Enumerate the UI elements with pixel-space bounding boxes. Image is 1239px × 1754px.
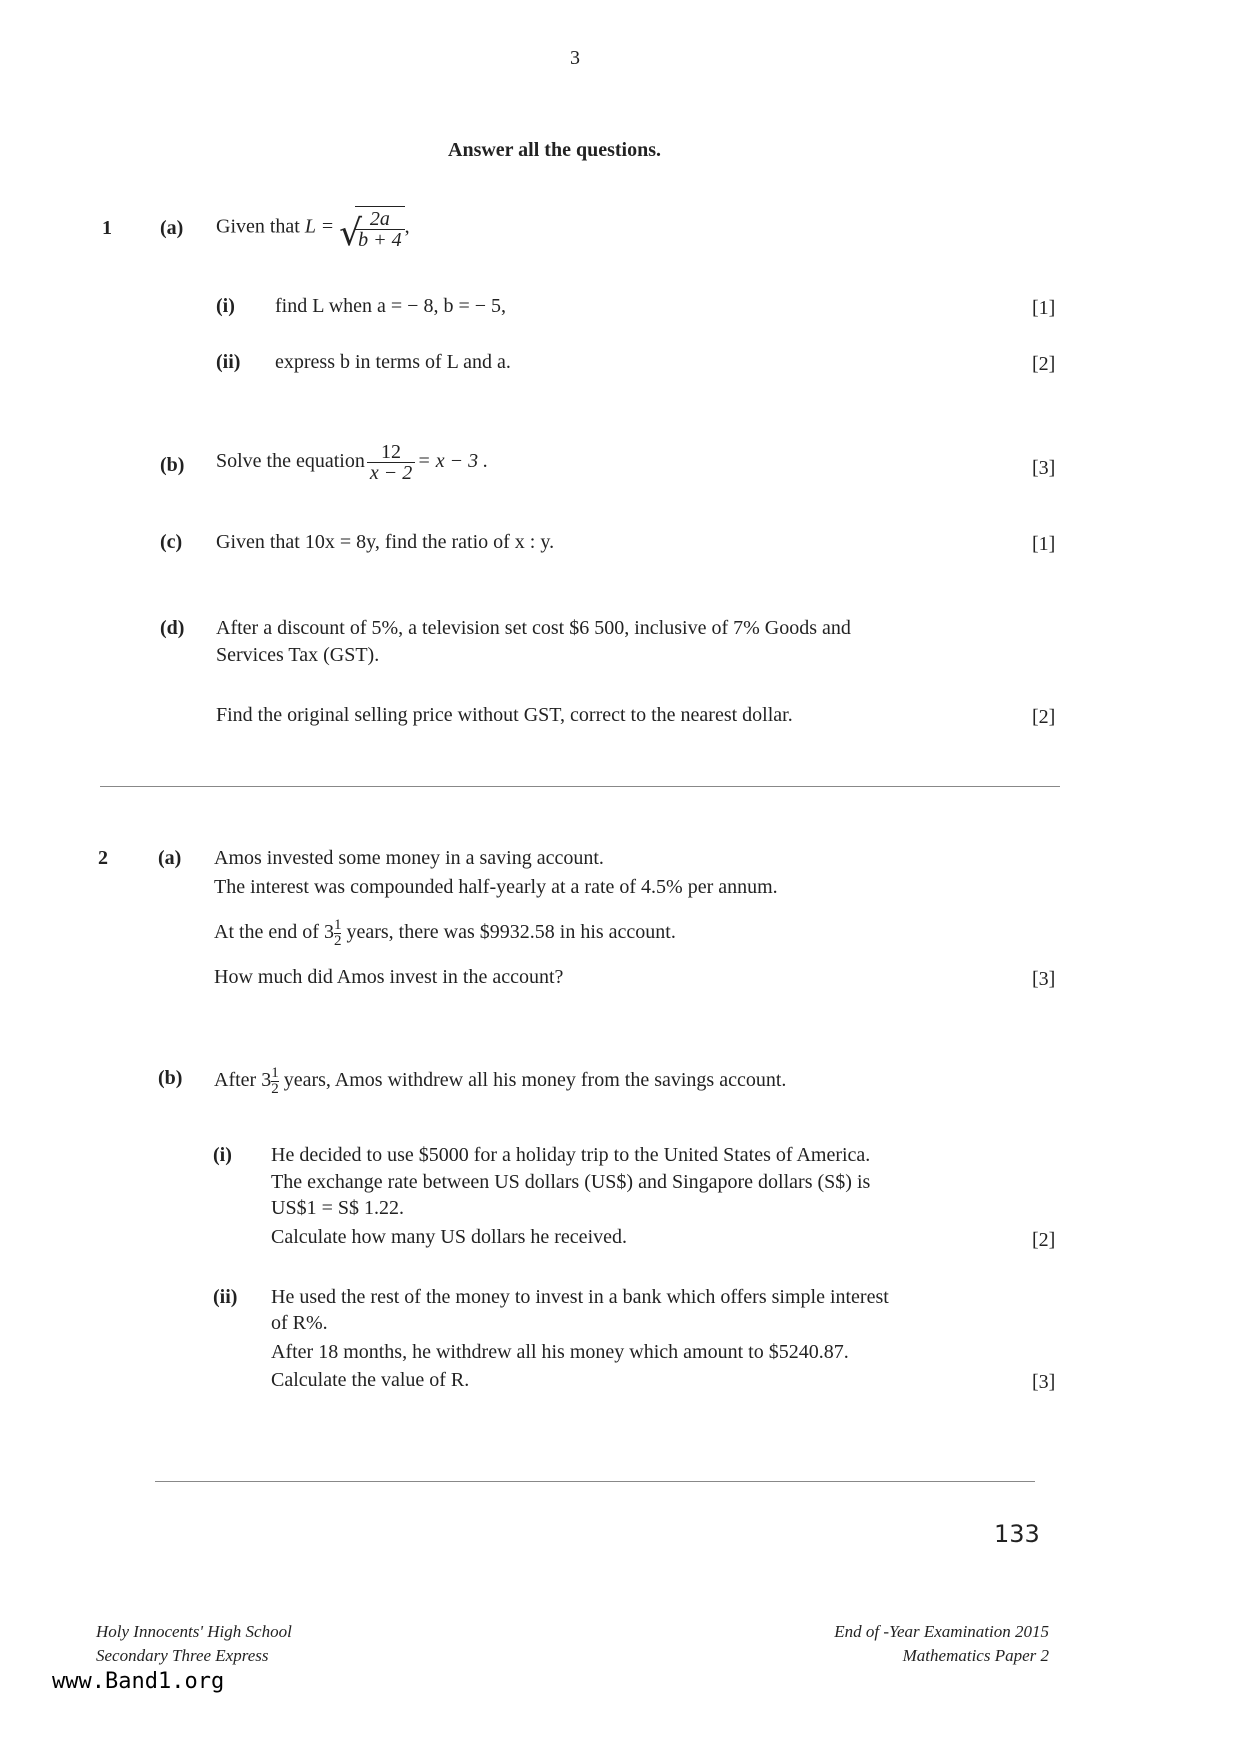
q1-number: 1: [102, 217, 112, 239]
footer-paper: Mathematics Paper 2: [902, 1646, 1049, 1665]
q1d-marks: [2]: [1032, 706, 1056, 728]
divider: [100, 786, 1060, 787]
q1b-text: [216, 442, 488, 483]
q1d-line2: Services Tax (GST).: [216, 644, 380, 666]
footer-school: Holy Innocents' High School: [96, 1622, 292, 1641]
footer-exam: End of -Year Examination 2015: [834, 1622, 1049, 1641]
q1d-line1: After a discount of 5%, a television set cost $6 500, inclusive of 7% Goods and: [216, 617, 851, 639]
q2a-line4: How much did Amos invest in the account?: [214, 966, 564, 988]
q1d-line3: Find the original selling price without GST, correct to the nearest dollar.: [216, 704, 793, 726]
q1b-intro: Solve the equation: [216, 450, 365, 473]
q2bii-line1: He used the rest of the money to invest in a bank which offers simple interest: [271, 1286, 889, 1308]
q2bii-line3: After 18 months, he withdrew all his money which amount to $5240.87.: [271, 1341, 849, 1363]
fraction-numerator: 1: [271, 1065, 279, 1081]
q2bi-line4: Calculate how many US dollars he received.: [271, 1226, 627, 1248]
q1c-label: (c): [160, 531, 183, 553]
q2a-marks: [3]: [1032, 968, 1056, 990]
fraction-denominator: b + 4: [358, 229, 402, 251]
watermark-link[interactable]: www.Band1.org: [52, 1669, 225, 1694]
q1a-label: (a): [160, 217, 184, 239]
equation-rhs: = x − 3 .: [417, 450, 489, 473]
fraction-numerator: √ 2a: [355, 209, 405, 230]
q1b-marks: [3]: [1032, 457, 1056, 479]
q2-number: 2: [98, 847, 108, 869]
q1aii-label: (ii): [216, 351, 241, 373]
fraction-denominator: x − 2: [369, 462, 413, 484]
handwritten-page-number: 133: [994, 1520, 1040, 1548]
q2b-text: [214, 1066, 786, 1097]
formula-lhs: L =: [304, 215, 335, 238]
q2a-line2: The interest was compounded half-yearly at a rate of 4.5% per annum.: [214, 876, 778, 898]
fraction-denominator: 2: [271, 1081, 279, 1097]
q2bii-line4: Calculate the value of R.: [271, 1369, 470, 1391]
q2bii-line2: of R%.: [271, 1312, 328, 1334]
q1b-label: (b): [160, 454, 185, 476]
q2a-label: (a): [158, 847, 182, 869]
footer-class: Secondary Three Express: [96, 1646, 269, 1665]
q1ai-marks: [1]: [1032, 297, 1056, 319]
fraction-numerator: 12: [367, 442, 415, 463]
q1ai-label: (i): [216, 295, 235, 317]
q1a-intro: Given that: [216, 215, 300, 238]
q2bi-line3: US$1 = S$ 1.22.: [271, 1197, 404, 1219]
q1ai-text: find L when a = − 8, b = − 5,: [275, 295, 507, 317]
q1d-label: (d): [160, 617, 185, 639]
q1c-marks: [1]: [1032, 533, 1056, 555]
fraction-numerator: 1: [333, 917, 342, 933]
q2bi-line1: He decided to use $5000 for a holiday trip to the United States of America.: [271, 1144, 871, 1166]
q2bi-line2: The exchange rate between US dollars (US$) and Singapore dollars (S$) is: [271, 1171, 871, 1193]
text: At the end of 3: [214, 921, 334, 944]
q2bi-marks: [2]: [1032, 1229, 1056, 1251]
page-number: 3: [570, 47, 580, 69]
q2bii-label: (ii): [213, 1286, 238, 1308]
comma: ,: [404, 215, 410, 238]
q1c-text: Given that 10x = 8y, find the ratio of x : y.: [216, 531, 555, 553]
instructions-heading: Answer all the questions.: [448, 139, 661, 161]
q1a-text: [216, 206, 410, 250]
divider: [155, 1481, 1035, 1482]
text: years, there was $9932.58 in his account.: [346, 921, 676, 944]
q2a-line1: Amos invested some money in a saving account.: [214, 847, 604, 869]
q1aii-text: express b in terms of L and a.: [275, 351, 511, 373]
q2bi-label: (i): [213, 1144, 232, 1166]
q2bii-marks: [3]: [1032, 1371, 1056, 1393]
fraction-denominator: 2: [333, 933, 342, 949]
q2a-line3: [214, 918, 676, 949]
q1aii-marks: [2]: [1032, 353, 1056, 375]
square-root: [339, 206, 405, 250]
text: years, Amos withdrew all his money from the savings account.: [283, 1069, 787, 1092]
text: After 3: [214, 1069, 272, 1092]
q2b-label: (b): [158, 1067, 183, 1089]
